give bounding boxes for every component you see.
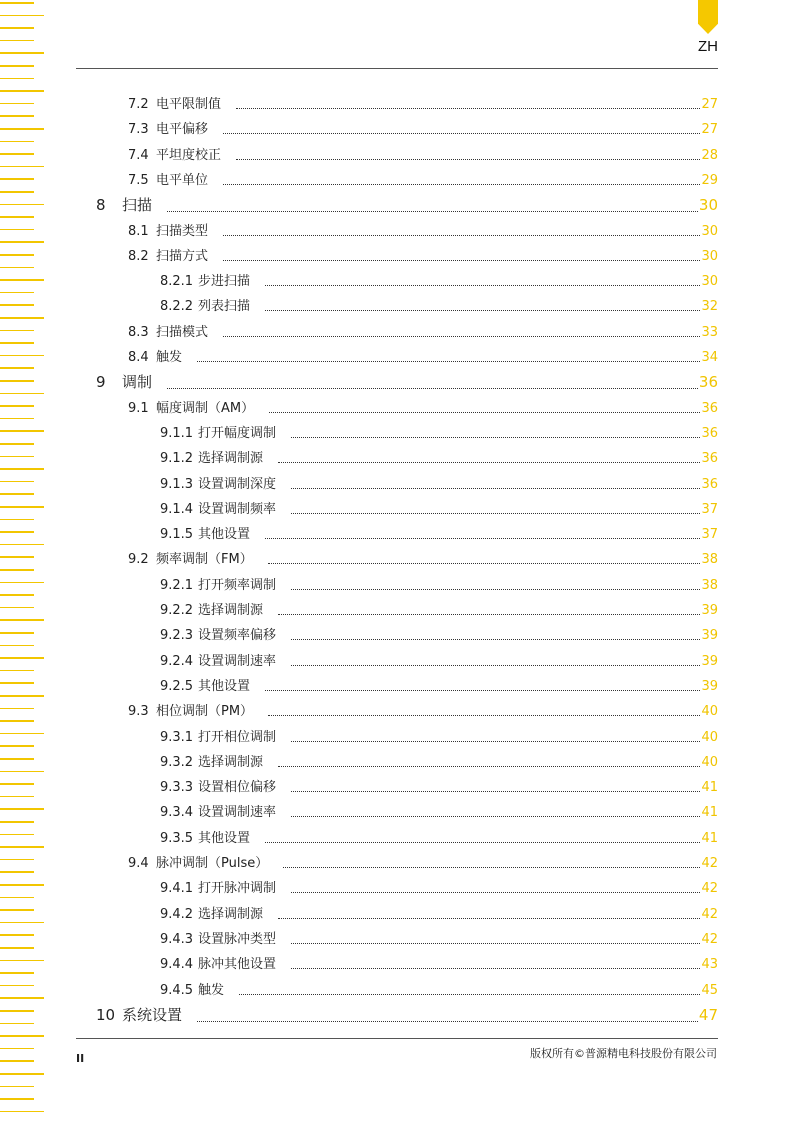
toc-entry[interactable]: [128, 118, 718, 137]
stripe-line: [0, 493, 34, 495]
stripe-line: [0, 204, 44, 206]
stripe-line: [0, 657, 44, 659]
stripe-line: [0, 1073, 44, 1075]
stripe-line: [0, 279, 44, 281]
toc-entry[interactable]: [160, 751, 718, 770]
toc-entry-number: 9.4.1: [160, 881, 194, 897]
stripe-line: [0, 178, 34, 180]
toc-entry[interactable]: [128, 346, 718, 365]
toc-entry-page: 43: [701, 957, 718, 973]
toc-entry-page: 34: [701, 350, 718, 365]
dot-leader: [283, 866, 700, 868]
stripe-line: [0, 418, 34, 420]
toc-entry-page: 30: [701, 274, 718, 290]
stripe-line: [0, 1023, 34, 1025]
stripe-line: [0, 821, 34, 823]
page-number: II: [76, 1052, 85, 1065]
toc-entry-page: 38: [701, 552, 718, 568]
toc-entry-number: 9.3.2: [160, 754, 194, 770]
stripe-line: [0, 922, 44, 924]
toc-entry-title: 幅度调制（AM）: [156, 400, 255, 416]
stripe-line: [0, 960, 44, 962]
stripe-line: [0, 304, 34, 306]
stripe-line: [0, 733, 44, 735]
dot-leader: [236, 158, 700, 160]
toc-entry[interactable]: [128, 321, 718, 340]
toc-entry-page: 42: [701, 906, 718, 922]
toc-entry[interactable]: [160, 776, 718, 795]
stripe-line: [0, 808, 44, 810]
toc-entry-title: 脉冲其他设置: [198, 957, 277, 973]
stripe-line: [0, 972, 34, 974]
toc-entry-title: 电平单位: [156, 172, 209, 188]
stripe-line: [0, 645, 34, 647]
stripe-line: [0, 947, 34, 949]
toc-entry[interactable]: [160, 523, 718, 542]
toc-entry-title: 其他设置: [198, 527, 251, 543]
dot-leader: [223, 132, 700, 134]
dot-leader: [269, 411, 700, 413]
decorative-stripes: [0, 0, 48, 1122]
dot-leader: [265, 689, 700, 691]
stripe-line: [0, 1035, 44, 1037]
toc-entry-title: 脉冲调制（Pulse）: [156, 856, 269, 871]
stripe-line: [0, 430, 44, 432]
toc-entry[interactable]: [96, 371, 718, 392]
stripe-line: [0, 670, 34, 672]
toc-entry-title: 打开幅度调制: [198, 425, 277, 441]
stripe-line: [0, 1111, 44, 1113]
toc-entry-number: 9.1.3: [160, 476, 194, 492]
toc-entry[interactable]: [96, 1004, 718, 1025]
stripe-line: [0, 40, 34, 42]
toc-entry-page: 40: [701, 754, 718, 770]
stripe-line: [0, 191, 34, 193]
toc-entry-title: 触发: [198, 982, 225, 998]
toc-entry[interactable]: [160, 624, 718, 643]
toc-entry-title: 触发: [156, 350, 183, 365]
stripe-line: [0, 834, 34, 836]
stripe-line: [0, 405, 34, 407]
toc-entry-page: 40: [701, 729, 718, 745]
toc-entry[interactable]: [160, 675, 718, 694]
dot-leader: [291, 891, 700, 893]
toc-entry-page: 32: [701, 299, 718, 315]
toc-entry-title: 系统设置: [122, 1005, 183, 1024]
stripe-line: [0, 997, 44, 999]
toc-entry-page: 45: [701, 982, 718, 998]
toc-entry[interactable]: [160, 877, 718, 896]
stripe-line: [0, 871, 34, 873]
toc-entry-page: 30: [698, 196, 718, 215]
dot-leader: [197, 360, 700, 362]
toc-entry-number: 9.3.1: [160, 729, 194, 745]
dot-leader: [265, 537, 700, 539]
dot-leader: [291, 436, 700, 438]
toc-entry[interactable]: [128, 397, 718, 416]
dot-leader: [278, 765, 700, 767]
stripe-line: [0, 103, 34, 105]
toc-entry[interactable]: [128, 169, 718, 188]
stripe-line: [0, 884, 44, 886]
dot-leader: [291, 588, 700, 590]
stripe-line: [0, 90, 44, 92]
toc-entry[interactable]: [160, 574, 718, 593]
toc-entry[interactable]: [128, 93, 718, 112]
dot-leader: [223, 335, 700, 337]
toc-entry-title: 扫描类型: [156, 223, 209, 239]
toc-entry-page: 30: [701, 223, 718, 239]
toc-entry-number: 9.1.4: [160, 501, 194, 517]
toc-entry-page: 33: [701, 324, 718, 340]
toc-entry-number: 9.3.5: [160, 830, 194, 846]
toc-entry-number: 9.4.3: [160, 931, 194, 947]
stripe-line: [0, 481, 34, 483]
toc-entry-number: 9.4.2: [160, 906, 194, 922]
toc-entry[interactable]: [160, 295, 718, 314]
toc-entry[interactable]: [160, 953, 718, 972]
toc-entry-page: 36: [701, 425, 718, 441]
dot-leader: [167, 387, 698, 389]
dot-leader: [236, 107, 700, 109]
dot-leader: [291, 487, 700, 489]
stripe-line: [0, 519, 34, 521]
dot-leader: [265, 284, 700, 286]
toc-entry-page: 39: [701, 603, 718, 618]
toc-entry-page: 27: [701, 97, 718, 112]
toc-entry-page: 40: [701, 704, 718, 720]
toc-entry-title: 扫描方式: [156, 248, 209, 264]
stripe-line: [0, 582, 44, 584]
stripe-line: [0, 897, 34, 899]
toc-entry-number: 9.1: [128, 400, 149, 416]
stripe-line: [0, 367, 34, 369]
dot-leader: [268, 562, 701, 564]
stripe-line: [0, 682, 34, 684]
toc-entry-number: 8.2: [128, 248, 149, 264]
toc-entry-title: 列表扫描: [198, 299, 251, 315]
stripe-line: [0, 380, 34, 382]
stripe-line: [0, 267, 34, 269]
toc-entry-title: 设置脉冲类型: [198, 931, 277, 947]
toc-entry-title: 频率调制（FM）: [156, 552, 253, 568]
toc-entry-page: 41: [701, 830, 718, 846]
toc-entry-page: 27: [701, 122, 718, 138]
dot-leader: [268, 714, 700, 716]
toc-entry-page: 38: [701, 577, 718, 593]
dot-leader: [239, 993, 700, 995]
toc-entry-number: 8.1: [128, 223, 149, 239]
stripe-line: [0, 695, 44, 697]
toc-entry-page: 36: [701, 451, 718, 467]
toc-entry-number: 9.2.4: [160, 653, 194, 669]
stripe-line: [0, 393, 44, 395]
toc-entry-title: 电平偏移: [156, 122, 209, 138]
stripe-line: [0, 632, 34, 634]
language-tab-marker: [698, 0, 718, 34]
stripe-line: [0, 544, 44, 546]
stripe-line: [0, 166, 44, 168]
toc-entry-page: 41: [701, 780, 718, 796]
toc-entry-title: 步进扫描: [198, 274, 251, 290]
stripe-line: [0, 594, 34, 596]
stripe-line: [0, 241, 44, 243]
stripe-line: [0, 1048, 34, 1050]
dot-leader: [197, 1020, 698, 1022]
stripe-line: [0, 745, 34, 747]
toc-entry-title: 选择调制源: [198, 754, 264, 770]
toc-entry-page: 39: [701, 653, 718, 669]
stripe-line: [0, 1098, 34, 1100]
toc-entry[interactable]: [160, 903, 718, 922]
stripe-line: [0, 468, 44, 470]
stripe-line: [0, 720, 34, 722]
dot-leader: [223, 183, 700, 185]
toc-entry-title: 设置频率偏移: [198, 628, 277, 644]
toc-entry-page: 36: [701, 400, 718, 416]
stripe-line: [0, 153, 34, 155]
dot-leader: [291, 740, 700, 742]
stripe-line: [0, 292, 34, 294]
footer-rule: [76, 1038, 718, 1039]
dot-leader: [291, 638, 700, 640]
toc-entry-page: 30: [701, 248, 718, 264]
toc-entry-number: 8.2.2: [160, 299, 194, 315]
stripe-line: [0, 1010, 34, 1012]
toc-entry[interactable]: [160, 650, 718, 669]
toc-entry-number: 9.4.4: [160, 957, 194, 973]
language-label: ZH: [698, 38, 718, 55]
toc-entry-number: 8.2.1: [160, 274, 194, 290]
toc-entry-title: 平坦度校正: [156, 147, 222, 163]
toc-entry-number: 7.4: [128, 147, 149, 163]
toc-entry-number: 9: [96, 373, 106, 392]
toc-entry-title: 设置相位偏移: [198, 780, 277, 796]
toc-entry[interactable]: [128, 700, 718, 719]
toc-entry[interactable]: [160, 599, 718, 618]
dot-leader: [291, 942, 700, 944]
stripe-line: [0, 330, 34, 332]
toc-entry-title: 其他设置: [198, 678, 251, 694]
dot-leader: [278, 613, 700, 615]
stripe-line: [0, 556, 34, 558]
stripe-line: [0, 909, 34, 911]
toc-entry-number: 8: [96, 196, 106, 215]
dot-leader: [265, 841, 700, 843]
dot-leader: [265, 309, 700, 311]
stripe-line: [0, 456, 34, 458]
dot-leader: [278, 917, 700, 919]
stripe-line: [0, 708, 34, 710]
dot-leader: [223, 259, 700, 261]
stripe-line: [0, 859, 34, 861]
toc-entry-number: 9.2.3: [160, 628, 194, 644]
toc-entry-page: 39: [701, 628, 718, 644]
toc-entry-number: 8.3: [128, 324, 149, 340]
toc-entry-title: 调制: [122, 373, 153, 392]
toc-entry-page: 41: [701, 805, 718, 821]
dot-leader: [291, 512, 700, 514]
toc-entry-title: 打开相位调制: [198, 729, 277, 745]
toc-entry-title: 选择调制源: [198, 906, 264, 922]
stripe-line: [0, 141, 34, 143]
stripe-line: [0, 254, 34, 256]
toc-entry-title: 相位调制（PM）: [156, 704, 254, 720]
stripe-line: [0, 229, 34, 231]
toc-entry-number: 7.5: [128, 172, 149, 188]
toc-entry[interactable]: [160, 801, 718, 820]
dot-leader: [167, 210, 698, 212]
toc-entry[interactable]: [128, 548, 718, 567]
toc-entry[interactable]: [160, 928, 718, 947]
toc-entry-number: 9.2.2: [160, 603, 194, 618]
toc-entry-page: 42: [701, 856, 718, 871]
header-rule: [76, 68, 718, 69]
toc-entry-page: 47: [698, 1005, 718, 1024]
toc-entry-title: 选择调制源: [198, 451, 264, 467]
toc-entry-page: 42: [701, 881, 718, 897]
stripe-line: [0, 128, 44, 130]
stripe-line: [0, 216, 34, 218]
stripe-line: [0, 443, 34, 445]
toc-entry-page: 37: [701, 501, 718, 517]
stripe-line: [0, 531, 34, 533]
toc-entry[interactable]: [160, 498, 718, 517]
toc-entry-title: 设置调制频率: [198, 501, 277, 517]
toc-entry-number: 8.4: [128, 350, 149, 365]
toc-entry-number: 9.3: [128, 704, 149, 720]
toc-entry-page: 39: [701, 678, 718, 694]
stripe-line: [0, 355, 44, 357]
toc-entry-page: 36: [701, 476, 718, 492]
stripe-line: [0, 619, 44, 621]
toc-entry-number: 9.3.4: [160, 805, 194, 821]
toc-entry-number: 9.3.3: [160, 780, 194, 796]
toc-entry-number: 9.1.2: [160, 451, 194, 467]
toc-entry-title: 设置调制深度: [198, 476, 277, 492]
toc-entry-page: 37: [701, 527, 718, 543]
toc-entry-number: 10: [96, 1005, 116, 1024]
toc-entry[interactable]: [160, 979, 718, 998]
toc-entry-number: 7.2: [128, 97, 149, 112]
dot-leader: [291, 790, 700, 792]
stripe-line: [0, 52, 44, 54]
toc-entry[interactable]: [128, 144, 718, 163]
stripe-line: [0, 771, 44, 773]
stripe-line: [0, 115, 34, 117]
toc-entry[interactable]: [160, 447, 718, 466]
toc-entry[interactable]: [160, 827, 718, 846]
toc-entry-number: 9.2: [128, 552, 149, 568]
stripe-line: [0, 1086, 34, 1088]
toc-entry-title: 设置调制速率: [198, 805, 277, 821]
stripe-line: [0, 317, 44, 319]
toc-entry-page: 29: [701, 172, 718, 188]
toc-entry[interactable]: [128, 220, 718, 239]
toc-entry-title: 打开脉冲调制: [198, 881, 277, 897]
toc-entry-number: 9.2.5: [160, 678, 194, 694]
stripe-line: [0, 985, 34, 987]
toc-entry-number: 7.3: [128, 122, 149, 138]
stripe-line: [0, 783, 34, 785]
toc-entry[interactable]: [160, 473, 718, 492]
stripe-line: [0, 342, 34, 344]
stripe-line: [0, 607, 34, 609]
stripe-line: [0, 758, 34, 760]
stripe-line: [0, 2, 34, 4]
toc-entry[interactable]: [160, 726, 718, 745]
toc-entry-page: 42: [701, 931, 718, 947]
dot-leader: [278, 461, 700, 463]
stripe-line: [0, 27, 34, 29]
stripe-line: [0, 1060, 34, 1062]
toc-entry-title: 选择调制源: [198, 603, 264, 618]
stripe-line: [0, 846, 44, 848]
dot-leader: [291, 664, 700, 666]
toc-entry[interactable]: [160, 270, 718, 289]
copyright-notice: 版权所有©普源精电科技股份有限公司: [530, 1047, 717, 1060]
toc-entry-title: 打开频率调制: [198, 577, 277, 593]
toc-entry-title: 其他设置: [198, 830, 251, 846]
stripe-line: [0, 506, 44, 508]
toc-entry-number: 9.4: [128, 856, 149, 871]
toc-entry-title: 电平限制值: [156, 97, 222, 112]
stripe-line: [0, 796, 34, 798]
dot-leader: [291, 967, 700, 969]
dot-leader: [291, 815, 700, 817]
stripe-line: [0, 65, 34, 67]
dot-leader: [223, 234, 700, 236]
stripe-line: [0, 569, 34, 571]
toc-entry-number: 9.1.5: [160, 527, 194, 543]
stripe-line: [0, 934, 34, 936]
toc-entry[interactable]: [96, 194, 718, 215]
toc-entry-number: 9.1.1: [160, 425, 194, 441]
toc-entry-page: 36: [698, 373, 718, 392]
toc-entry-number: 9.4.5: [160, 982, 194, 998]
toc-entry[interactable]: [160, 422, 718, 441]
toc-entry-title: 扫描: [122, 196, 153, 215]
stripe-line: [0, 78, 34, 80]
toc-entry[interactable]: [128, 852, 718, 871]
toc-entry-title: 扫描模式: [156, 324, 209, 340]
toc-entry-title: 设置调制速率: [198, 653, 277, 669]
toc-entry-number: 9.2.1: [160, 577, 194, 593]
toc-entry-page: 28: [701, 147, 718, 163]
toc-entry[interactable]: [128, 245, 718, 264]
stripe-line: [0, 15, 44, 17]
